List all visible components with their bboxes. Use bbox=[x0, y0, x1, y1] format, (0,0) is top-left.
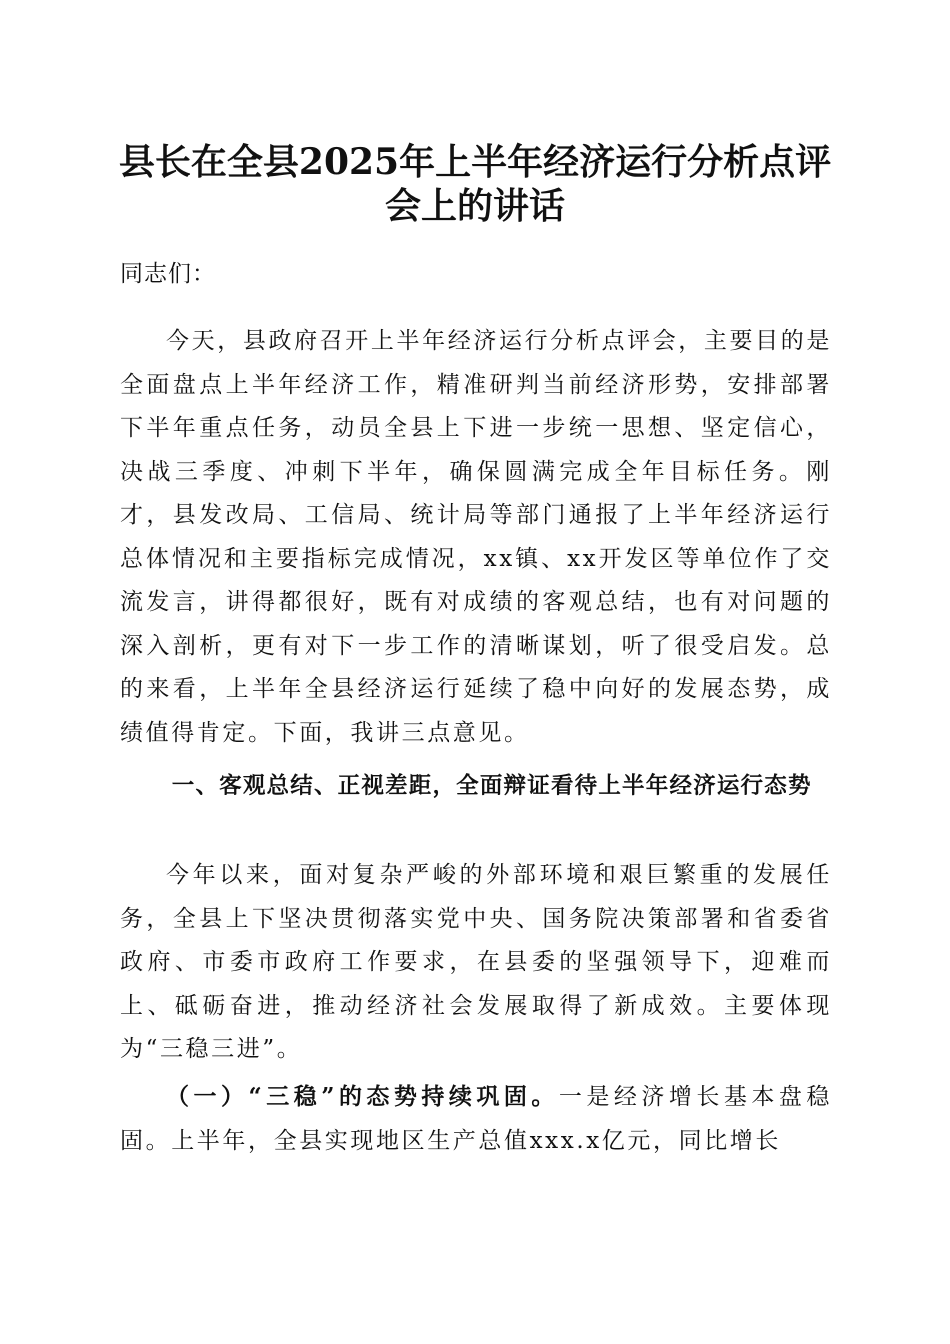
subsection-lead: （一）“三稳”的态势持续巩固。 bbox=[166, 1083, 559, 1110]
paragraph-subsection-1 bbox=[120, 1075, 832, 1163]
section-heading-1: 一、客观总结、正视差距，全面辩证看待上半年经济运行态势 bbox=[171, 773, 812, 799]
salutation: 同志们： bbox=[120, 261, 216, 287]
document-title-line-1: 县长在全县2025年上半年经济运行分析点评 bbox=[118, 141, 832, 183]
paragraph-section-1-intro: 今年以来，面对复杂严峻的外部环境和艰巨繁重的发展任务，全县上下坚决贯彻落实党中央、国务院决策部署和省委省政府、市委市政府工作要求，在县委的坚强领导下，迎难而上、砥砺奋进，推动经济社会发展取得了新成效。主要体现为“三稳三进”。 bbox=[120, 862, 832, 1062]
subsection-text: 一是经济增长基本盘稳固。上半年，全县实现地区生产总值xxx.x亿元，同比增长 bbox=[120, 1084, 832, 1154]
paragraph-opening: 今天，县政府召开上半年经济运行分析点评会，主要目的是全面盘点上半年经济工作，精准研判当前经济形势，安排部署下半年重点任务，动员全县上下进一步统一思想、坚定信心，决战三季度、冲刺下半年，确保圆满完成全年目标任务。刚才，县发改局、工信局、统计局等部门通报了上半年经济运行总体情况和主要指标完成情况，xx镇、xx开发区等单位作了交流发言，讲得都很好，既有对成绩的客观总结，也有对问题的深入剖析，更有对下一步工作的清晰谋划，听了很受启发。总的来看，上半年全县经济运行延续了稳中向好的发展态势，成绩值得肯定。下面，我讲三点意见。 bbox=[120, 328, 832, 746]
document-title-line-2: 会上的讲话 bbox=[384, 185, 565, 227]
